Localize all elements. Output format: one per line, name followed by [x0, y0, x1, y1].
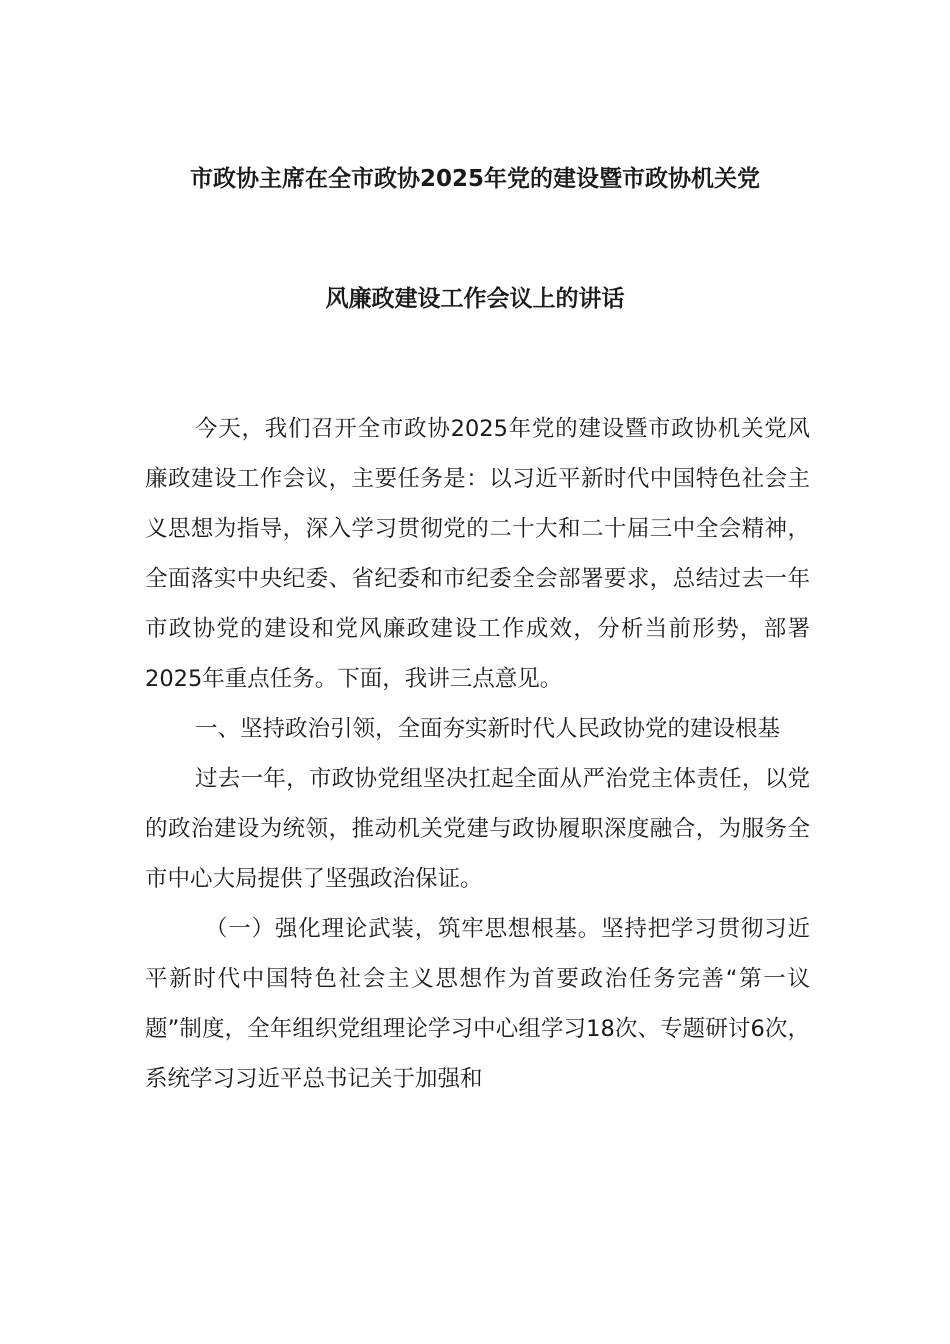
document-body — [145, 404, 810, 1104]
document-title-line-2: 风廉政建设工作会议上的讲话 — [325, 286, 625, 312]
paragraph-opening: 今天，我们召开全市政协2025年党的建设暨市政协机关党风廉政建设工作会议，主要任务是：以习近平新时代中国特色社会主义思想为指导，深入学习贯彻党的二十大和二十届三中全会精神，全面落实中央纪委、省纪委和市纪委全会部署要求，总结过去一年市政协党的建设和党风廉政建设工作成效，分析当前形势，部署2025年重点任务。下面，我讲三点意见。 — [145, 416, 810, 692]
paragraph-review: 过去一年，市政协党组坚决扛起全面从严治党主体责任，以党的政治建设为统领，推动机关党建与政协履职深度融合，为服务全市中心大局提供了坚强政治保证。 — [145, 766, 810, 892]
paragraph-subsection-one: （一）强化理论武装，筑牢思想根基。坚持把学习贯彻习近平新时代中国特色社会主义思想作为首要政治任务完善“第一议题”制度，全年组织党组理论学习中心组学习18次、专题研讨6次，系统学习习近平总书记关于加强和 — [145, 916, 810, 1092]
document-title-line-1: 市政协主席在全市政协2025年党的建设暨市政协机关党 — [189, 166, 760, 192]
section-heading-one: 一、坚持政治引领，全面夯实新时代人民政协党的建设根基 — [195, 716, 781, 742]
